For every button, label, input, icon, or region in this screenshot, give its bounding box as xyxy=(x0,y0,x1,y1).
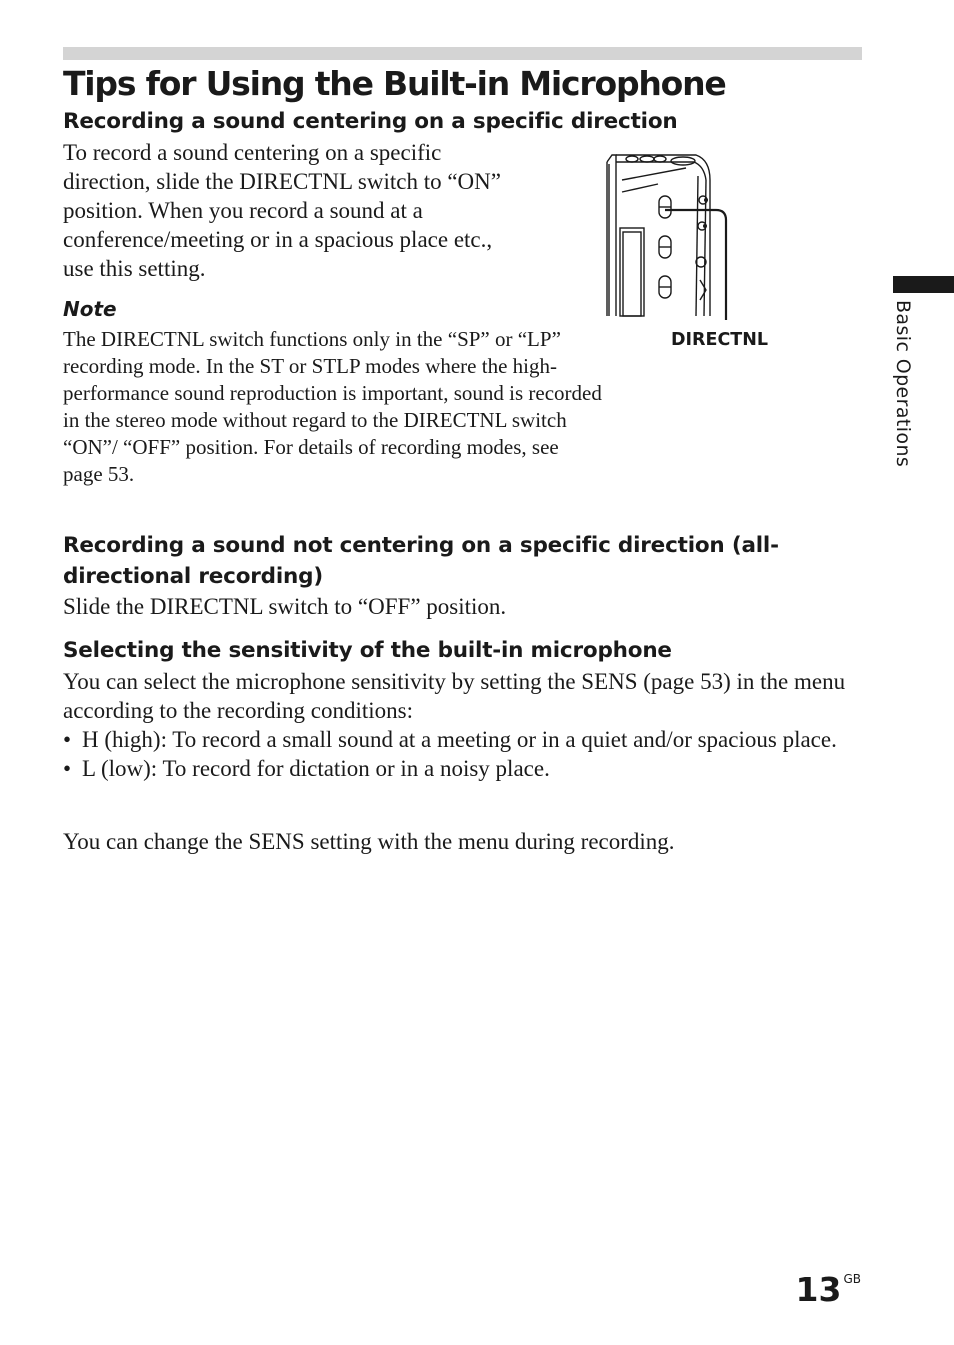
note-heading: Note xyxy=(63,297,117,321)
page-number xyxy=(796,1259,861,1310)
top-rule xyxy=(63,47,862,60)
sidebar-section-label: Basic Operations xyxy=(892,300,914,468)
sensitivity-closing-text: You can change the SENS setting with the menu during recording. xyxy=(63,829,675,854)
directional-body-text: To record a sound centering on a specific direction, slide the DIRECTNL switch to “ON” position. When you record a sound at a conference/meeting or in a spacious place etc., use this setting. xyxy=(63,140,501,281)
page-number-value: 13 xyxy=(795,1270,842,1309)
section-heading-sensitivity: Selecting the sensitivity of the built-in microphone xyxy=(63,638,672,663)
sensitivity-options-list xyxy=(63,725,863,783)
page-number-suffix: GB xyxy=(843,1272,861,1286)
section-heading-omnidirectional-line2: directional recording) xyxy=(63,564,323,589)
section-tab-marker xyxy=(893,276,954,293)
list-item-text: H (high): To record a small sound at a meeting or in a quiet and/or spacious place. xyxy=(82,727,837,752)
bullet-marker: • xyxy=(63,727,72,752)
list-item xyxy=(63,725,863,754)
page-title: Tips for Using the Built-in Microphone xyxy=(63,64,726,103)
sensitivity-intro-text: You can select the microphone sensitivity by setting the SENS (page 53) in the menu according to the recording conditions: xyxy=(63,669,846,723)
list-item xyxy=(63,754,863,783)
bullet-marker: • xyxy=(63,756,72,781)
recorder-illustration xyxy=(598,150,738,320)
section-heading-directional: Recording a sound centering on a specific direction xyxy=(63,109,678,134)
directnl-label: DIRECTNL xyxy=(671,330,769,350)
omnidirectional-body-text: Slide the DIRECTNL switch to “OFF” position. xyxy=(63,594,507,619)
section-heading-omnidirectional-line1: Recording a sound not centering on a specific direction (all- xyxy=(63,533,779,558)
note-text: The DIRECTNL switch functions only in the “SP” or “LP” recording mode. In the ST or STLP modes where the high-performance sound reproduction is important, sound is recorded in the stereo mode without regard to the DIRECTNL switch “ON”/ “OFF” position. For details of recording modes, see page 53. xyxy=(63,327,602,486)
list-item-text: L (low): To record for dictation or in a noisy place. xyxy=(82,756,550,781)
